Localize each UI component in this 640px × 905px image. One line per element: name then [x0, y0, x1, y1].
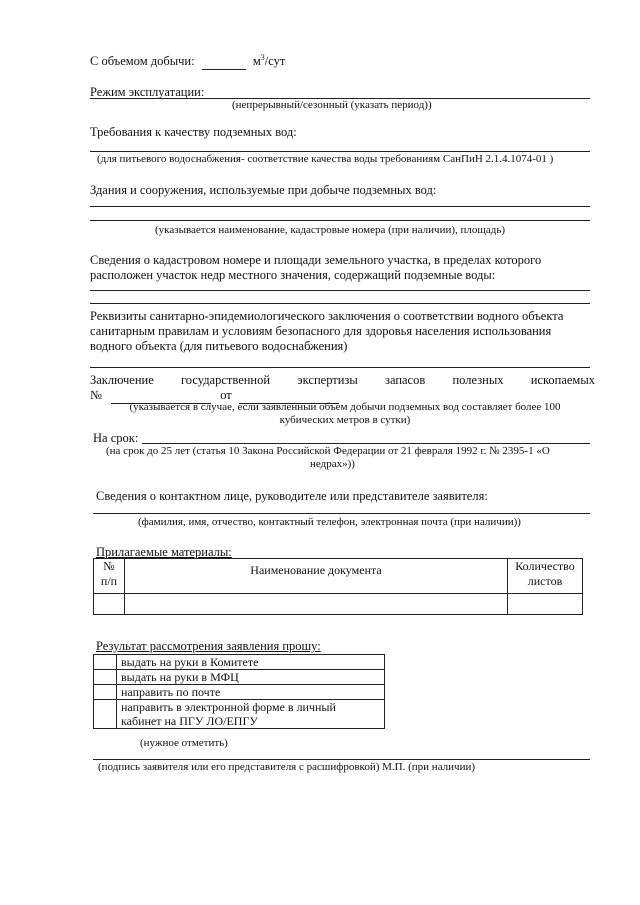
signature-hint: (подпись заявителя или его представителя с расшифровкой) М.П. (при наличии)	[98, 761, 476, 773]
term-field[interactable]	[142, 443, 590, 444]
expertise-word: полезных	[452, 373, 504, 387]
expertise-hint-2: кубических метров в сутки)	[279, 414, 411, 426]
signature-field[interactable]	[93, 759, 590, 760]
cadastral-text	[90, 253, 590, 283]
header-count	[508, 559, 583, 594]
result-checkbox[interactable]	[94, 670, 117, 685]
result-option-row[interactable]	[94, 685, 385, 700]
mode-hint: (непрерывный/сезонный (указать период))	[232, 99, 432, 111]
buildings-field-2[interactable]	[90, 220, 590, 221]
table-header-row	[94, 559, 583, 594]
result-option-line-2: кабинет на ПГУ ЛО/ЕПГУ	[121, 714, 258, 728]
term-label: На срок:	[93, 431, 139, 445]
cadastral-field-2[interactable]	[90, 303, 590, 304]
expertise-heading	[90, 373, 595, 388]
result-option-line-1: направить в электронной форме в личный	[121, 700, 336, 714]
attachments-title: Прилагаемые материалы:	[96, 545, 232, 559]
cadastral-line-1: Сведения о кадастровом номере и площади земельного участка, в пределах которого	[90, 253, 542, 267]
quality-field[interactable]	[90, 151, 590, 152]
result-checkbox[interactable]	[94, 700, 117, 729]
expertise-word: Заключение	[90, 373, 154, 387]
expertise-word: государственной	[180, 373, 271, 387]
expertise-hint-1: (указывается в случае, если заявленный объем добычи подземных вод составляет более 100	[129, 401, 561, 413]
contact-label: Сведения о контактном лице, руководителе или представителе заявителя:	[96, 489, 488, 503]
row-count-cell[interactable]	[508, 594, 583, 615]
header-num-line-2: п/п	[100, 574, 118, 588]
header-count-line-2: листов	[527, 574, 563, 588]
result-checkbox[interactable]	[94, 685, 117, 700]
result-option-label: выдать на руки в Комитете	[117, 655, 385, 670]
quality-label: Требования к качеству подземных вод:	[90, 125, 297, 139]
volume-field[interactable]	[202, 54, 246, 70]
quality-hint: (для питьевого водоснабжения- соответствие качества воды требованиям СанПиН 2.1.4.1074-01 )	[97, 153, 554, 165]
result-option-label: направить по почте	[117, 685, 385, 700]
sanitary-field[interactable]	[90, 367, 590, 368]
expertise-word: экспертизы	[297, 373, 358, 387]
contact-hint: (фамилия, имя, отчество, контактный телефон, электронная почта (при наличии))	[138, 516, 521, 528]
term-hint-1: (на срок до 25 лет (статья 10 Закона Российской Федерации от 21 февраля 1992 г. № 2395-1 «О	[106, 445, 550, 457]
result-title: Результат рассмотрения заявления прошу:	[96, 639, 321, 653]
sanitary-line-2: санитарным правилам и условиям безопасного для здоровья населения использования	[90, 324, 552, 338]
result-options-table	[93, 654, 385, 729]
expertise-word: ископаемых	[530, 373, 595, 387]
result-note: (нужное отметить)	[140, 737, 228, 749]
result-checkbox[interactable]	[94, 655, 117, 670]
header-num-line-1: №	[103, 559, 115, 573]
contact-field[interactable]	[93, 513, 590, 514]
result-option-row[interactable]	[94, 655, 385, 670]
buildings-hint: (указывается наименование, кадастровые номера (при наличии), площадь)	[155, 224, 506, 236]
result-option-label	[117, 700, 385, 729]
result-option-row[interactable]	[94, 670, 385, 685]
expertise-word: запасов	[385, 373, 426, 387]
cadastral-line-2: расположен участок недр местного значения, содержащий подземные воды:	[90, 268, 496, 282]
sanitary-text	[90, 309, 595, 354]
volume-unit: $м^3$/сут	[252, 53, 286, 69]
result-option-label: выдать на руки в МФЦ	[117, 670, 385, 685]
header-name: Наименование документа	[125, 559, 508, 594]
expertise-number-label: №	[90, 388, 102, 402]
header-num	[94, 559, 125, 594]
buildings-label: Здания и сооружения, используемые при добыче подземных вод:	[90, 183, 437, 197]
buildings-field-1[interactable]	[90, 206, 590, 207]
result-option-row[interactable]	[94, 700, 385, 729]
attachments-table	[93, 558, 583, 615]
row-name-cell[interactable]	[125, 594, 508, 615]
term-hint-2: недрах»))	[310, 458, 355, 470]
expertise-from-label: от	[220, 388, 232, 402]
mode-label: Режим эксплуатации:	[90, 85, 205, 99]
header-count-line-1: Количество	[515, 559, 575, 573]
volume-label: С объемом добычи:	[90, 54, 195, 69]
volume-row	[90, 53, 285, 70]
cadastral-field-1[interactable]	[90, 290, 590, 291]
sanitary-line-1: Реквизиты санитарно-эпидемиологического заключения о соответствии водного объекта	[90, 309, 564, 323]
table-row[interactable]	[94, 594, 583, 615]
row-num-cell[interactable]	[94, 594, 125, 615]
sanitary-line-3: водного объекта (для питьевого водоснабжения)	[90, 339, 348, 353]
